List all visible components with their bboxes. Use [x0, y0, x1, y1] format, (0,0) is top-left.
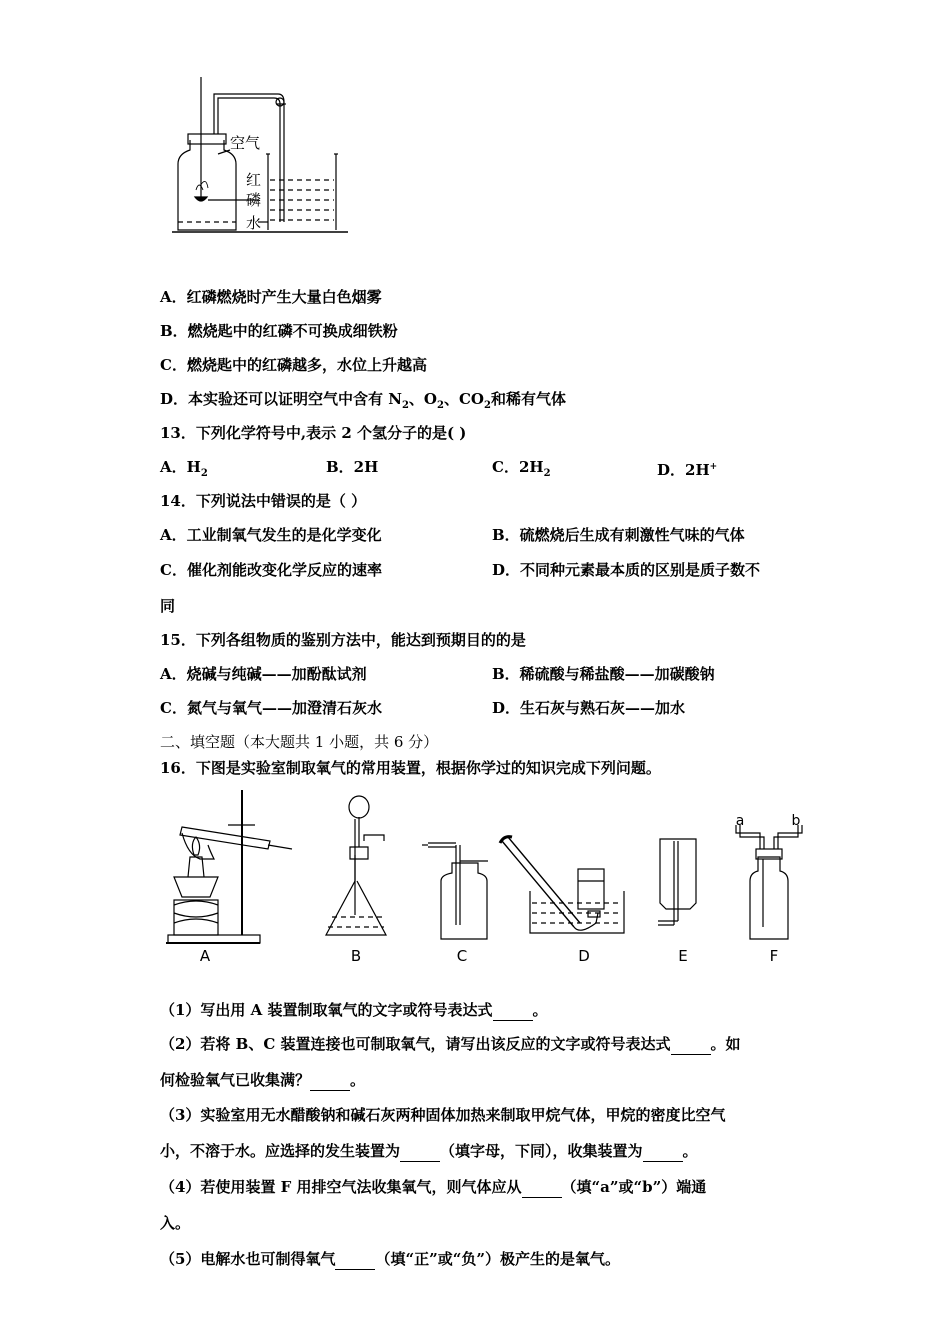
q16-stem: 16．下图是实验室制取氧气的常用装置，根据你学过的知识完成下列问题。 — [160, 759, 661, 777]
q16-blank-7[interactable] — [335, 1249, 375, 1270]
q15-option-b: B．稀硫酸与稀盐酸——加碳酸钠 — [492, 665, 715, 683]
q16-part-5: （5）电解水也可制得氧气 （填“正”或“负”）极产生的是氧气。 — [160, 1250, 620, 1268]
q12-option-a: A．红磷燃烧时产生大量白色烟雾 — [160, 288, 382, 306]
apparatus-label-c: C — [456, 947, 468, 965]
q14-option-d-continued: 同 — [160, 597, 176, 615]
apparatus-label-d: D — [578, 947, 590, 965]
apparatus-label-a: A — [199, 947, 211, 965]
q14-option-d: D．不同种元素最本质的区别是质子数不 — [492, 561, 761, 579]
q13-option-c: C．$2H_2$ — [492, 458, 551, 479]
q16-blank-2[interactable] — [671, 1034, 711, 1055]
q12-option-c: C．燃烧匙中的红磷越多，水位上升越高 — [160, 356, 427, 374]
q12-option-b: B．燃烧匙中的红磷不可换成细铁粉 — [160, 322, 398, 340]
section-fill-in-title: 二、填空题（本大题共 1 小题，共 6 分） — [160, 733, 439, 751]
port-label-a: a — [735, 813, 745, 829]
label-air: 空气 — [230, 134, 261, 152]
q13-stem: 13．下列化学符号中,表示 2 个氢分子的是( ) — [160, 424, 467, 442]
label-water: 水 — [246, 214, 262, 232]
apparatus-figure — [160, 785, 810, 970]
q16-part-1: （1）写出用 A 装置制取氧气的文字或符号表达式 。 — [160, 1001, 548, 1019]
q16-part-2: （2）若将 B、C 装置连接也可制取氧气，请写出该反应的文字或符号表达式 。如 — [160, 1035, 741, 1053]
q15-stem: 15．下列各组物质的鉴别方法中，能达到预期目的的是 — [160, 631, 526, 649]
q16-blank-1[interactable] — [493, 1000, 533, 1021]
apparatus-label-b: B — [350, 947, 362, 965]
apparatus-label-e: E — [678, 947, 688, 965]
q16-blank-3[interactable] — [310, 1070, 350, 1091]
apparatus-label-f: F — [769, 947, 779, 965]
q14-stem: 14．下列说法中错误的是（ ） — [160, 492, 367, 510]
q16-part-4: （4）若使用装置 F 用排空气法收集氧气，则气体应从 （填“a”或“b”）端通 — [160, 1178, 707, 1196]
air-experiment-figure — [168, 72, 353, 240]
q14-option-a: A．工业制氧气发生的是化学变化 — [160, 526, 382, 544]
q14-option-c: C．催化剂能改变化学反应的速率 — [160, 561, 382, 579]
q16-part-3-continued: 小，不溶于水。应选择的发生装置为 （填字母，下同），收集装置为 。 — [160, 1142, 698, 1160]
q13-option-a: A．$H_2$ — [160, 458, 208, 479]
q13-option-b: B．2H — [326, 458, 379, 476]
q16-blank-5[interactable] — [643, 1141, 683, 1162]
q16-part-4-continued: 入。 — [160, 1214, 191, 1232]
q12-option-d: D．本实验还可以证明空气中含有 $N_2$、$O_2$、$CO_2$和稀有气体 — [160, 390, 566, 411]
label-phosphorus: 磷 — [246, 191, 262, 209]
label-red: 红 — [246, 171, 262, 189]
q13-option-d: D．2H+ — [657, 461, 718, 479]
q15-option-c: C．氮气与氧气——加澄清石灰水 — [160, 699, 382, 717]
q14-option-b: B．硫燃烧后生成有刺激性气味的气体 — [492, 526, 745, 544]
port-label-b: b — [791, 813, 801, 829]
q16-blank-4[interactable] — [400, 1141, 440, 1162]
q16-part-2-continued: 何检验氧气已收集满？ 。 — [160, 1071, 366, 1089]
q15-option-d: D．生石灰与熟石灰——加水 — [492, 699, 686, 717]
q15-option-a: A．烧碱与纯碱——加酚酞试剂 — [160, 665, 367, 683]
q16-blank-6[interactable] — [522, 1177, 562, 1198]
q16-part-3: （3）实验室用无水醋酸钠和碱石灰两种固体加热来制取甲烷气体，甲烷的密度比空气 — [160, 1106, 726, 1124]
